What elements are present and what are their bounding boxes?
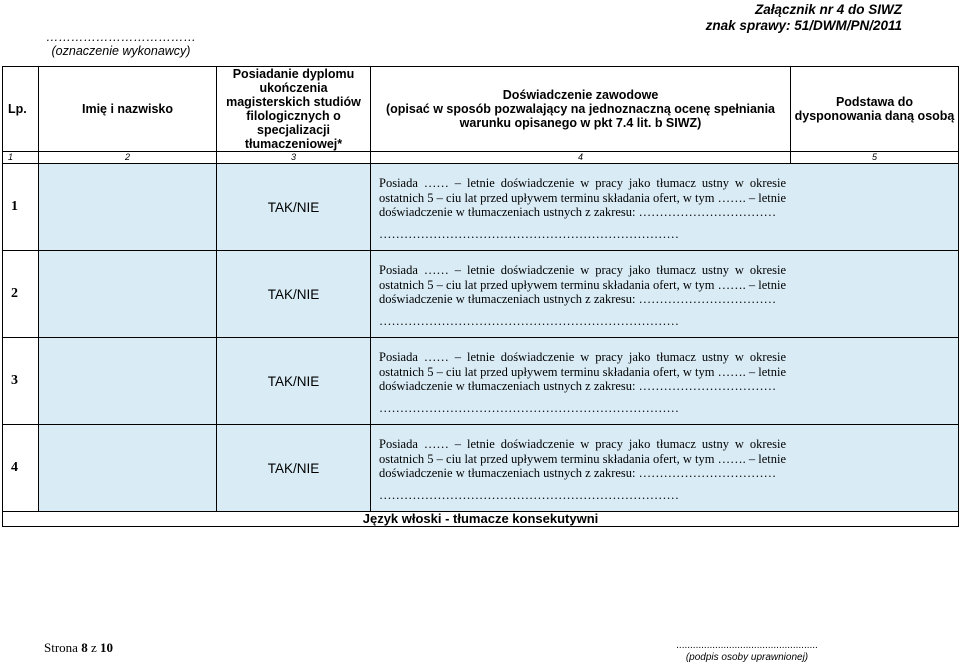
page-sep: z (90, 640, 97, 655)
col-number: 3 (217, 152, 371, 164)
col-number: 5 (791, 152, 959, 164)
col-number: 4 (371, 152, 791, 164)
name-input-cell[interactable] (39, 164, 217, 251)
experience-title: Doświadczenie zawodowe (502, 88, 659, 102)
contractor-dots: ……………………………… (46, 30, 196, 44)
col-header-basis: Podstawa do dysponowania daną osobą (791, 67, 959, 152)
table-row (3, 425, 959, 512)
experience-text: Posiada …… – letnie doświadczenie w pracy jako tłumacz ustny w okresie ostatnich 5 – ciu lat przed upływem terminu składania ofert, w tym ……. – letnie doświadczenie w tłumaczeniach ustnych z zakresu: …………………………… (379, 176, 786, 219)
header-row (3, 67, 959, 152)
page-current: 8 (81, 640, 88, 655)
experience-subtitle: (opisać w sposób pozwalający na jednoznaczną ocenę spełniania warunku opisanego w pkt 7.4 lit. b SIWZ) (386, 102, 775, 130)
col-number: 2 (39, 152, 217, 164)
table-row (3, 338, 959, 425)
experience-text: Posiada …… – letnie doświadczenie w pracy jako tłumacz ustny w okresie ostatnich 5 – ciu lat przed upływem terminu składania ofert, w tym ……. – letnie doświadczenie w tłumaczeniach ustnych z zakresu: …………………………… (379, 263, 786, 306)
experience-cell[interactable] (371, 251, 959, 338)
language-category: Język włoski - tłumacze konsekutywni (3, 512, 959, 527)
attachment-label: Załącznik nr 4 do SIWZ (754, 2, 902, 17)
col-header-diploma: Posiadanie dyplomu ukończenia magisterskich studiów filologicznych o specjalizacji tłumaczeniowej* (217, 67, 371, 152)
page-prefix: Strona (44, 640, 78, 655)
row-lp: 4 (3, 425, 39, 512)
col-number: 1 (3, 152, 39, 164)
experience-cell[interactable] (371, 164, 959, 251)
page-number (44, 640, 113, 656)
experience-cell[interactable] (371, 425, 959, 512)
col-header-experience (371, 67, 791, 152)
row-lp: 1 (3, 164, 39, 251)
col-header-name: Imię i nazwisko (39, 67, 217, 152)
personnel-table (2, 66, 959, 527)
experience-text: Posiada …… – letnie doświadczenie w pracy jako tłumacz ustny w okresie ostatnich 5 – ciu lat przed upływem terminu składania ofert, w tym ……. – letnie doświadczenie w tłumaczeniach ustnych z zakresu: …………………………… (379, 350, 786, 393)
experience-cell[interactable] (371, 338, 959, 425)
name-input-cell[interactable] (39, 251, 217, 338)
diploma-yes-no[interactable]: TAK/NIE (217, 251, 371, 338)
signature-caption: (podpis osoby uprawnionej) (685, 652, 809, 663)
diploma-yes-no[interactable]: TAK/NIE (217, 164, 371, 251)
experience-dots: ……………………………………………………………… (379, 226, 679, 241)
case-number: znak sprawy: 51/DWM/PN/2011 (705, 18, 902, 33)
name-input-cell[interactable] (39, 338, 217, 425)
diploma-yes-no[interactable]: TAK/NIE (217, 425, 371, 512)
col-header-lp: Lp. (3, 67, 39, 152)
contractor-block (46, 30, 196, 58)
experience-text: Posiada …… – letnie doświadczenie w pracy jako tłumacz ustny w okresie ostatnich 5 – ciu lat przed upływem terminu składania ofert, w tym ……. – letnie doświadczenie w tłumaczeniach ustnych z zakresu: …………………………… (379, 437, 786, 480)
signature-dots: ................................................... (676, 640, 818, 651)
experience-dots: ……………………………………………………………… (379, 313, 679, 328)
column-number-row (3, 152, 959, 164)
document-header (706, 2, 902, 34)
signature-block (597, 640, 897, 664)
row-lp: 3 (3, 338, 39, 425)
page-total: 10 (99, 640, 113, 655)
table-footer-row (3, 512, 959, 527)
experience-dots: ……………………………………………………………… (379, 400, 679, 415)
diploma-yes-no[interactable]: TAK/NIE (217, 338, 371, 425)
table-row (3, 251, 959, 338)
name-input-cell[interactable] (39, 425, 217, 512)
contractor-caption: (oznaczenie wykonawcy) (51, 44, 191, 58)
table-row (3, 164, 959, 251)
experience-dots: ……………………………………………………………… (379, 487, 679, 502)
row-lp: 2 (3, 251, 39, 338)
